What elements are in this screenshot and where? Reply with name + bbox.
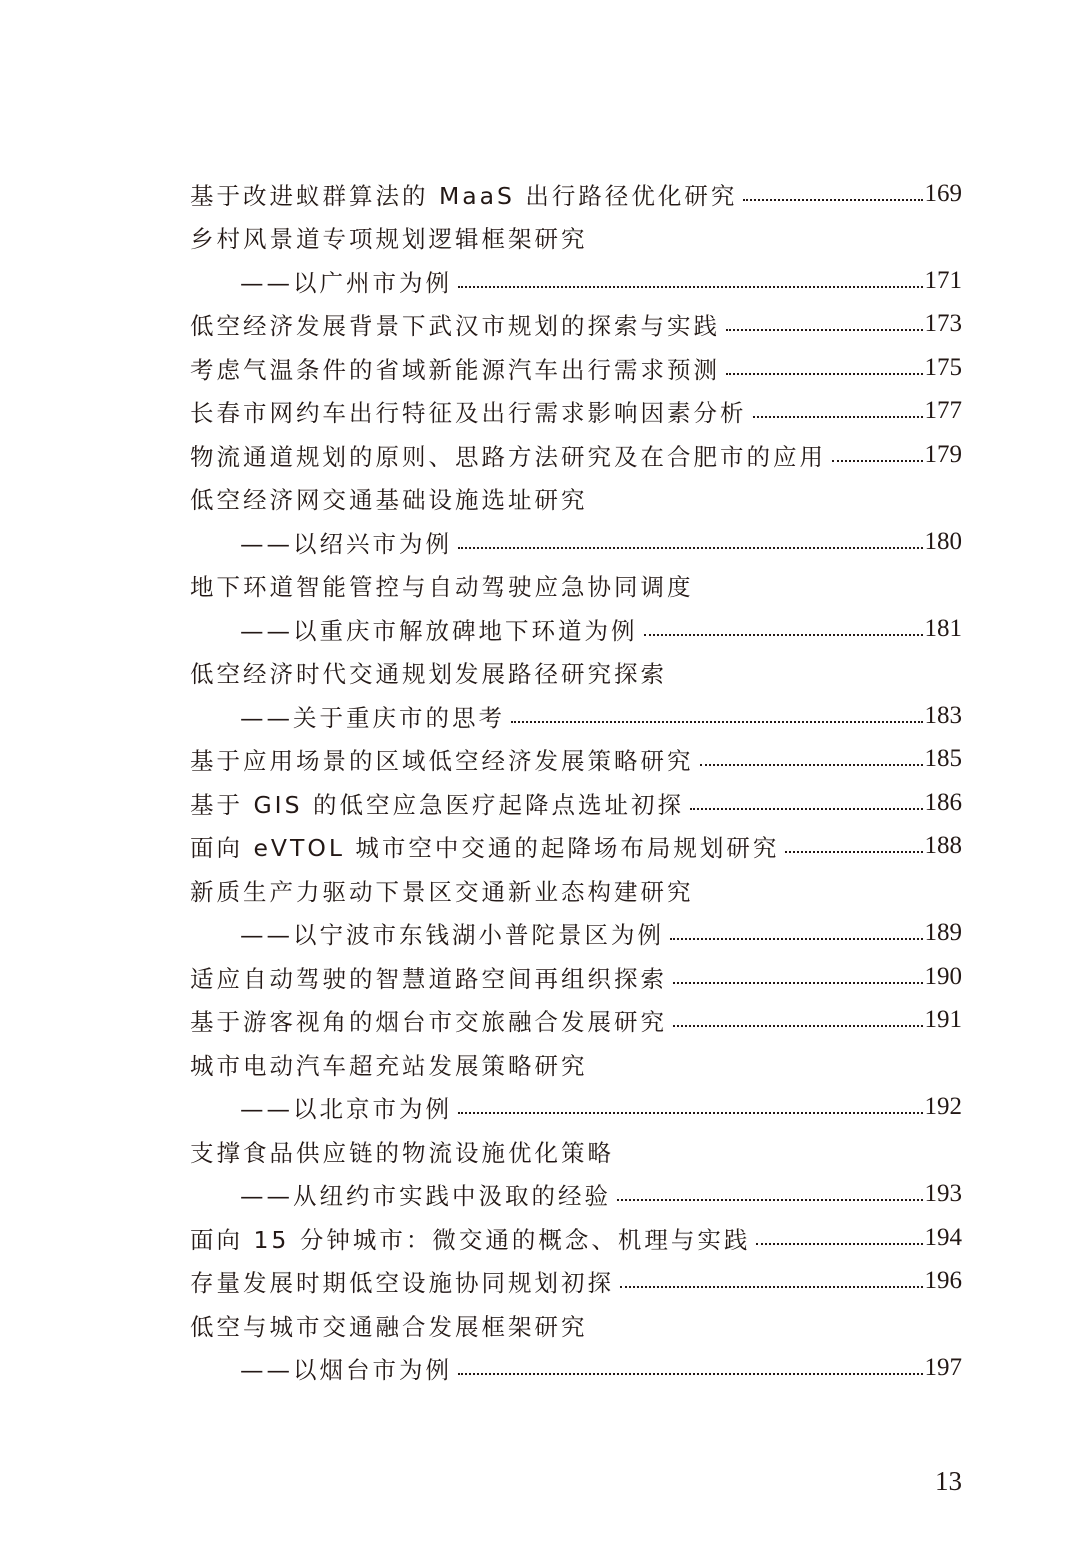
- toc-subtitle-line: [190, 259, 962, 303]
- toc-entry-title: ——以广州市为例: [240, 268, 452, 297]
- toc-subtitle-line: [190, 1173, 962, 1217]
- toc-subtitle-line: [190, 1347, 962, 1391]
- toc-subtitle-line: [190, 607, 962, 651]
- dot-leader: [700, 764, 923, 766]
- dot-leader: [620, 1286, 923, 1288]
- toc-entry-title: 物流通道规划的原则、思路方法研究及在合肥市的应用: [190, 442, 826, 471]
- toc-entry-title: ——关于重庆市的思考: [240, 703, 505, 732]
- toc-page-number: 177: [924, 397, 962, 425]
- toc-entry-title: 低空经济网交通基础设施选址研究: [190, 486, 588, 515]
- toc-entry-title: ——以宁波市东钱湖小普陀景区为例: [240, 921, 664, 950]
- toc-entry-line: [190, 564, 962, 608]
- toc-entry-title: 面向 eVTOL 城市空中交通的起降场布局规划研究: [190, 834, 780, 863]
- dot-leader: [673, 982, 923, 984]
- dot-leader: [670, 938, 923, 940]
- toc-page-number: 180: [924, 527, 962, 555]
- toc-entry-line: [190, 781, 962, 825]
- toc-entry-line: [190, 216, 962, 260]
- toc-entry-line: [190, 955, 962, 999]
- toc-entry-line: [190, 1129, 962, 1173]
- toc-entry-title: 基于 GIS 的低空应急医疗起降点选址初探: [190, 790, 684, 819]
- toc-entry-title: 低空经济时代交通规划发展路径研究探索: [190, 660, 667, 689]
- toc-entry-title: 乡村风景道专项规划逻辑框架研究: [190, 225, 588, 254]
- dot-leader: [673, 1025, 923, 1027]
- toc-entry-line: [190, 303, 962, 347]
- toc-entry-title: ——以绍兴市为例: [240, 529, 452, 558]
- dot-leader: [690, 808, 923, 810]
- toc-page-number: 175: [924, 353, 962, 381]
- toc-page-number: 169: [924, 179, 962, 207]
- toc-entry-title: 基于应用场景的区域低空经济发展策略研究: [190, 747, 694, 776]
- toc-entry-line: [190, 1216, 962, 1260]
- toc-entry-title: 地下环道智能管控与自动驾驶应急协同调度: [190, 573, 694, 602]
- toc-entry-title: ——从纽约市实践中汲取的经验: [240, 1182, 611, 1211]
- toc-entry-line: [190, 433, 962, 477]
- toc-page-number: 181: [924, 614, 962, 642]
- toc-page-number: 179: [924, 440, 962, 468]
- dot-leader: [753, 416, 923, 418]
- dot-leader: [726, 373, 923, 375]
- dot-leader: [832, 460, 923, 462]
- toc-entry-line: [190, 346, 962, 390]
- toc-entry-title: ——以烟台市为例: [240, 1356, 452, 1385]
- toc-page-number: 186: [924, 788, 962, 816]
- toc-entry-line: [190, 738, 962, 782]
- toc-entry-title: 城市电动汽车超充站发展策略研究: [190, 1051, 588, 1080]
- toc-entry-line: [190, 172, 962, 216]
- dot-leader: [458, 286, 923, 288]
- toc-entry-line: [190, 390, 962, 434]
- dot-leader: [458, 547, 923, 549]
- page-number: 13: [935, 1466, 962, 1496]
- toc-entry-title: 基于改进蚁群算法的 MaaS 出行路径优化研究: [190, 181, 738, 210]
- dot-leader: [458, 1373, 923, 1375]
- toc-entry-line: [190, 1303, 962, 1347]
- toc-entry-line: [190, 868, 962, 912]
- toc-page-number: 190: [924, 962, 962, 990]
- toc-entry-line: [190, 651, 962, 695]
- toc-entry-line: [190, 477, 962, 521]
- dot-leader: [785, 851, 922, 853]
- dot-leader: [743, 199, 922, 201]
- dot-leader: [726, 329, 923, 331]
- toc-entry-title: ——以重庆市解放碑地下环道为例: [240, 616, 638, 645]
- toc-entry-line: [190, 1260, 962, 1304]
- toc-page-number: 185: [924, 745, 962, 773]
- toc-entry-title: 低空与城市交通融合发展框架研究: [190, 1312, 588, 1341]
- toc-entry-title: 存量发展时期低空设施协同规划初探: [190, 1269, 614, 1298]
- toc-page-number: 194: [924, 1223, 962, 1251]
- toc-entry-title: ——以北京市为例: [240, 1095, 452, 1124]
- toc-page-number: 193: [924, 1180, 962, 1208]
- toc-entry-title: 长春市网约车出行特征及出行需求影响因素分析: [190, 399, 747, 428]
- toc-entry-title: 基于游客视角的烟台市交旅融合发展研究: [190, 1008, 667, 1037]
- toc-entry-title: 低空经济发展背景下武汉市规划的探索与实践: [190, 312, 720, 341]
- toc-page-number: 197: [924, 1354, 962, 1382]
- toc-page-number: 173: [924, 310, 962, 338]
- toc-page-number: 188: [924, 832, 962, 860]
- toc-page-number: 183: [924, 701, 962, 729]
- toc-subtitle-line: [190, 1086, 962, 1130]
- toc-entry-line: [190, 999, 962, 1043]
- toc-entry-title: 考虑气温条件的省域新能源汽车出行需求预测: [190, 355, 720, 384]
- toc-entry-line: [190, 1042, 962, 1086]
- toc-page-number: 192: [924, 1093, 962, 1121]
- toc-entry-title: 新质生产力驱动下景区交通新业态构建研究: [190, 877, 694, 906]
- dot-leader: [617, 1199, 923, 1201]
- toc-page-number: 191: [924, 1006, 962, 1034]
- toc-entry-line: [190, 825, 962, 869]
- toc-page-number: 189: [924, 919, 962, 947]
- dot-leader: [644, 634, 923, 636]
- dot-leader: [756, 1243, 922, 1245]
- toc-subtitle-line: [190, 694, 962, 738]
- toc-subtitle-line: [190, 912, 962, 956]
- toc-page-number: 171: [924, 266, 962, 294]
- dot-leader: [511, 721, 923, 723]
- toc-entry-title: 面向 15 分钟城市：微交通的概念、机理与实践: [190, 1225, 751, 1254]
- table-of-contents: [190, 172, 962, 1390]
- toc-page-number: 196: [924, 1267, 962, 1295]
- toc-subtitle-line: [190, 520, 962, 564]
- toc-entry-title: 适应自动驾驶的智慧道路空间再组织探索: [190, 964, 667, 993]
- toc-entry-title: 支撑食品供应链的物流设施优化策略: [190, 1138, 614, 1167]
- dot-leader: [458, 1112, 923, 1114]
